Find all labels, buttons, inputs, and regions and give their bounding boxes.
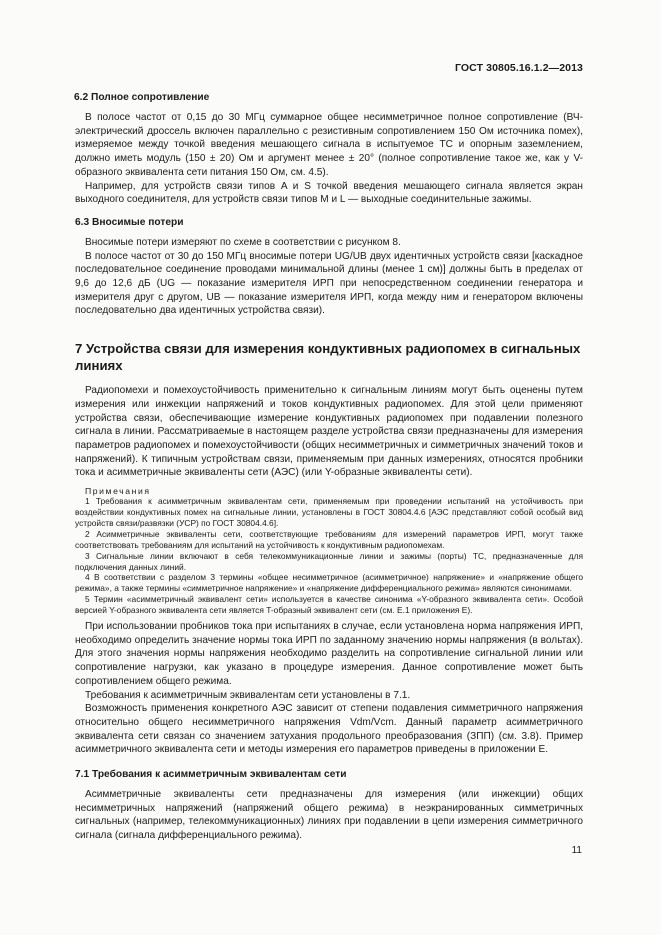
section-6-3-heading: 6.3 Вносимые потери [75, 216, 184, 228]
section-6-2-heading: 6.2 Полное сопротивление [74, 92, 210, 103]
section-7-heading: 7 Устройства связи для измерения кондуктивных радиопомех в сигнальных линиях [75, 341, 581, 374]
note-item: 5 Термин «асимметричный эквивалент сети» используется в качестве синонима «Y-образного эквивалента сети». Особой версией Y-образного эквивалента сети является T-образный эквивалент сети (см. E.1 приложения E). [75, 594, 583, 616]
note-item: 3 Сигнальные линии включают в себя телекоммуникационные линии и зажимы (порты) ТС, предназначенные для подключения данных линий. [75, 550, 583, 572]
notes-title: Примечания [85, 486, 151, 497]
section-6-3-paragraph-1: Вносимые потери измеряют по схеме в соответствии с рисунком 8. [85, 236, 401, 248]
section-6-3-paragraph-2: В полосе частот от 30 до 150 МГц вносимые потери UG/UB двух идентичных устройств связи [каскадное последовательное соединение проводами минимальной длины (менее 1 см)] должны быть в пределах от 9,6 до 12,6 дБ (UG — показание измерителя ИРП при непосредственном соединении генератора и измерителя друг с другом, UB — показание измерителя ИРП, когда между ним и генератором включены последовательно два идентичных устройства связи). [75, 250, 583, 317]
section-6-2-paragraph-2: Например, для устройств связи типов A и S точкой введения мешающего сигнала является экран выходного соединителя, для устройств связи типов M и L — выходные соединительные зажимы. [75, 180, 583, 206]
notes-block [75, 486, 583, 616]
standard-id: ГОСТ 30805.16.1.2—2013 [455, 62, 583, 74]
note-item: 1 Требования к асимметричным эквивалентам сети, применяемым при проведении испытаний на устойчивость при воздействии кондуктивных помех на сигнальные линии, установлены в ГОСТ 30804.4.6 [АЭС представляют собой особый вид устройств связи/развязки (УСР) по ГОСТ 30804.4.6]. [75, 496, 583, 528]
section-7-paragraph-4: Возможность применения конкретного АЭС зависит от степени подавления симметричного напряжения относительно общего несимметричного напряжения Vdm/Vcm. Данный параметр асимметричного эквивалента сети связан со значением затухания продольного преобразования (ЗПП) (см. 3.8). Пример асимметричного эквивалента сети и методы измерения его параметров приведены в приложении E. [75, 703, 583, 756]
note-item: 2 Асимметричные эквиваленты сети, соответствующие требованиям для измерений параметров ИРП, могут также соответствовать требованиям для испытаний на устойчивость к кондуктивным радиопомехам. [75, 528, 583, 550]
page-content [75, 92, 583, 843]
section-7-1-heading: 7.1 Требования к асимметричным эквивалентам сети [75, 769, 347, 781]
section-7-1-paragraph-1: Асимметричные эквиваленты сети предназначены для измерения (или инжекции) общих несимметричных напряжений (напряжений общего режима) в неэкранированных симметричных сигнальных (например, телекоммуникационных) линиях при подавлении в цепи измерения симметричного сигнала (сигнала дифференциального режима). [75, 789, 583, 842]
note-item: 4 В соответствии с разделом 3 термины «общее несимметричное (асимметричное) напряжение» и «напряжение общего режима», а также термины «симметричное напряжение» и «напряжение дифференциального режима» являются синонимами. [75, 572, 583, 594]
page-number: 11 [571, 845, 582, 856]
section-7-paragraph-2: При использовании пробников тока при испытаниях в случае, если установлена норма напряжения ИРП, необходимо определить значение нормы тока ИРП по заданному значению нормы напряжения (в вольтах). Для этого значения нормы напряжения необходимо разделить на сопротивление сигнальной линии или сопротивление нагрузки, как указано в процедуре измерения. Данное сопротивление может быть сопротивлением общего режима. [75, 621, 583, 687]
section-7-paragraph-3: Требования к асимметричным эквивалентам сети установлены в 7.1. [85, 689, 411, 701]
section-7-paragraph-1: Радиопомехи и помехоустойчивость применительно к сигнальным линиям могут быть оценены путем измерения или инжекции напряжений и токов кондуктивных радиопомех. Для этой цели применяют устройства связи, обеспечивающие измерение кондуктивных радиопомех при подавлении полезного сигнала в линии. Рассматриваемые в настоящем разделе устройства связи предназначены для измерения параметров радиопомех и помехоустойчивости (общих несимметричных и симметричных значений токов и напряжений). К типичным устройствам связи, применяемым при данных измерениях, относятся пробники тока и асимметричные эквиваленты сети (АЭС) (или Y-образные эквиваленты сети). [75, 385, 583, 479]
section-6-2-paragraph-1: В полосе частот от 0,15 до 30 МГц суммарное общее несимметричное полное сопротивление (ВЧ-электрический дроссель включен параллельно с резистивным сопротивлением 150 Ом источника помех), измеряемое между точкой введения мешающего сигнала в испытуемое ТС и опорным заземлением, должно иметь модуль (150 ± 20) Ом и аргумент менее ± 20° (полное сопротивление такое же, как у V-образного эквивалента сети питания 150 Ом, см. 4.5). [75, 112, 583, 178]
